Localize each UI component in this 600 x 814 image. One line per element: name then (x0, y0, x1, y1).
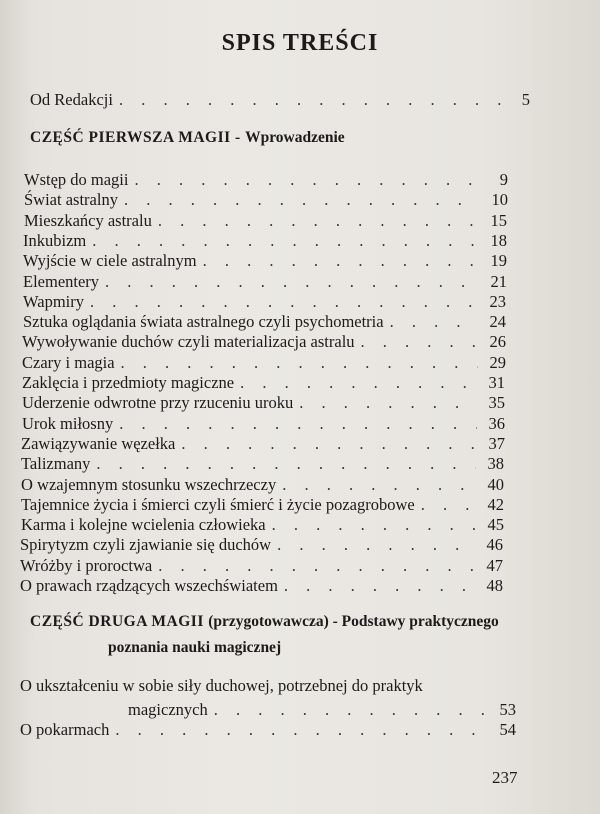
toc-entry-label: Talizmany (21, 454, 91, 474)
toc-entry-label: Urok miłosny (22, 413, 114, 433)
dot-leader (214, 700, 488, 720)
dot-leader (119, 414, 477, 434)
toc-entry-label: O wzajemnym stosunku wszechrzeczy (21, 474, 277, 494)
toc-entry (23, 251, 507, 271)
part2-heading-line2: poznania nauki magicznej (108, 639, 282, 656)
dot-leader (96, 454, 476, 474)
part2-heading (30, 612, 499, 632)
toc-entry-label: Inkubizm (23, 230, 87, 250)
toc-entry-page: 53 (499, 700, 516, 719)
toc-entry-label: Mieszkańcy astralu (24, 210, 152, 230)
toc-entry-label: Spirytyzm czyli zjawianie się duchów (20, 535, 272, 555)
toc-entry-line1: O ukształceniu w sobie siły duchowej, potrzebnej do praktyk (20, 676, 423, 695)
dot-leader (92, 231, 479, 251)
toc-entry-page: 35 (488, 393, 505, 413)
toc-entry-page: 5 (521, 90, 530, 109)
toc-entry-page: 36 (488, 413, 505, 433)
toc-entry (23, 272, 507, 292)
toc-entry-label: O pokarmach (20, 720, 110, 739)
toc-entry-spiritual-power (128, 700, 516, 720)
dot-leader (158, 211, 479, 231)
part1-heading (30, 128, 345, 148)
toc-entry-page: 9 (499, 170, 508, 189)
toc-entry-page: 26 (489, 332, 506, 352)
toc-entry-page: 24 (489, 312, 506, 332)
toc-entry (21, 434, 505, 454)
toc-entry (22, 353, 506, 373)
toc-entry-page: 45 (487, 515, 504, 535)
toc-entry-page: 40 (487, 474, 504, 494)
toc-entry (21, 515, 504, 535)
dot-leader (282, 475, 476, 495)
toc-entry-page: 54 (499, 720, 516, 739)
toc-entry-label: Zaklęcia i przedmioty magiczne (22, 373, 235, 392)
toc-entry-page: 21 (490, 271, 507, 291)
toc-entry-label: Zawiązywanie węzełka (21, 433, 176, 453)
toc-entry (22, 332, 506, 352)
toc-entry (22, 393, 505, 413)
toc-entry (23, 231, 507, 251)
dot-leader (277, 535, 475, 555)
toc-entry-label: Tajemnice życia i śmierci czyli śmierć i życie pozagrobowe (21, 494, 415, 514)
part2-heading-rest: (przygotowawcza) - Podstawy praktycznego (208, 613, 499, 630)
toc-entry-page: 10 (491, 190, 508, 210)
dot-leader (119, 90, 502, 110)
dot-leader (299, 393, 477, 413)
toc-entry-page: 38 (487, 454, 504, 474)
dot-leader (203, 251, 479, 271)
toc-entry (21, 454, 504, 474)
page-title: SPIS TREŚCI (221, 30, 379, 56)
toc-entry-page: 18 (490, 230, 507, 250)
dot-leader (115, 720, 488, 740)
dot-leader (158, 556, 475, 576)
toc-entry-page: 37 (488, 433, 505, 453)
toc-entry-page: 42 (487, 494, 504, 514)
dot-leader (390, 312, 478, 332)
page-number: 237 (492, 768, 518, 787)
toc-entry (21, 475, 504, 495)
dot-leader (105, 272, 479, 292)
toc-entry-label: Świat astralny (24, 190, 118, 210)
dot-leader (90, 292, 478, 312)
toc-entry-page: 31 (488, 373, 505, 392)
toc-entry-label: Wstęp do magii (24, 170, 129, 189)
dot-leader (121, 353, 478, 373)
toc-entry-label: Wróżby i proroctwa (20, 555, 153, 575)
dot-leader (124, 190, 480, 210)
dot-leader (421, 495, 476, 515)
toc-entry-page: 29 (489, 352, 506, 372)
toc-entry-label: Uderzenie odwrotne przy rzuceniu uroku (22, 393, 294, 413)
toc-entry (20, 556, 503, 576)
toc-entry-label: Czary i magia (22, 352, 115, 372)
toc-entry (24, 170, 508, 190)
part1-heading-rest: Wprowadzenie (245, 129, 345, 146)
toc-entry-page: 47 (486, 555, 503, 575)
dot-leader (284, 576, 475, 596)
dot-leader (361, 332, 478, 352)
part2-heading-lead: CZĘŚĆ DRUGA MAGII (30, 613, 209, 630)
toc-entry-page: 15 (490, 210, 507, 230)
toc-entry-page: 46 (486, 535, 503, 555)
toc-entry (22, 373, 505, 393)
toc-entry-page: 23 (489, 291, 506, 311)
toc-entry (20, 535, 503, 555)
toc-entry (24, 190, 508, 210)
toc-entry-label: Wywoływanie duchów czyli materializacja astralu (22, 332, 355, 352)
dot-leader (181, 434, 477, 454)
toc-entry-label: Od Redakcji (30, 90, 113, 109)
toc-entry-label: Sztuka oglądania świata astralnego czyli psychometria (23, 312, 384, 332)
toc-entry-label: Wapmiry (23, 291, 84, 311)
toc-entry (21, 495, 504, 515)
toc-entry-preface (30, 90, 530, 110)
toc-entry-page: 48 (486, 576, 503, 595)
toc-entry-label: O prawach rządzących wszechświatem (20, 576, 278, 595)
toc-entry-label: Elementery (23, 271, 100, 291)
toc-entry-food (20, 720, 516, 740)
toc-entry (23, 312, 506, 332)
dot-leader (272, 515, 476, 535)
toc-entry (20, 576, 503, 596)
toc-entry-label: magicznych (128, 700, 208, 719)
part1-heading-lead: CZĘŚĆ PIERWSZA MAGII - (30, 129, 246, 146)
toc-entry-page: 19 (490, 251, 507, 271)
toc-entry-label: Wyjście w ciele astralnym (23, 251, 197, 271)
toc-entry (22, 414, 505, 434)
toc-entry-label: Karma i kolejne wcielenia człowieka (21, 515, 266, 535)
dot-leader (134, 170, 480, 190)
toc-entry (23, 292, 506, 312)
dot-leader (240, 373, 477, 393)
toc-entry (24, 211, 507, 231)
